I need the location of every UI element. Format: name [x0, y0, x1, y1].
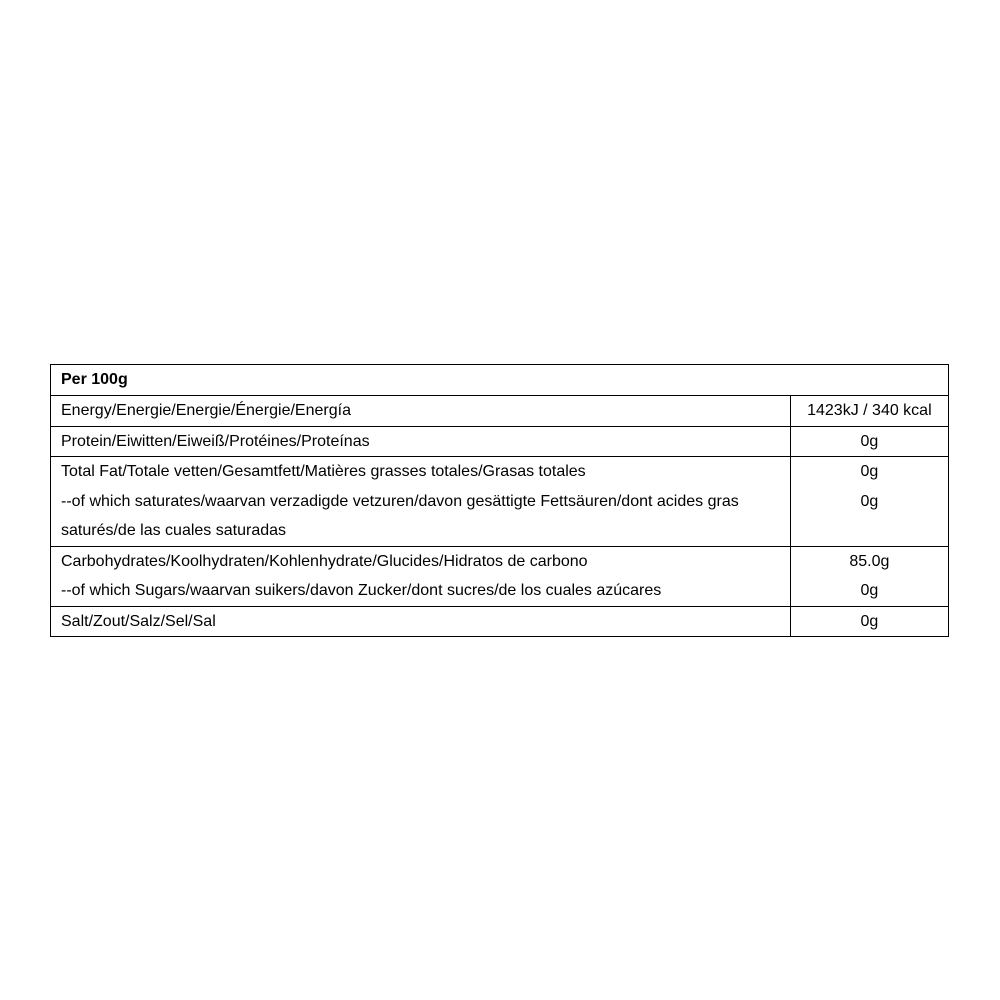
row-label-cell	[51, 546, 791, 606]
table-row-fat	[51, 457, 949, 547]
row-value-cell	[790, 606, 948, 637]
row-label: Energy/Energie/Energie/Énergie/Energía	[61, 402, 351, 419]
table-row-energy	[51, 396, 949, 427]
row-value-cell	[790, 546, 948, 606]
row-value-cell	[790, 457, 948, 547]
row-value: 1423kJ / 340 kcal	[807, 402, 932, 419]
row-sub-label: --of which Sugars/waarvan suikers/davon Zucker/dont sucres/de los cuales azúcares	[61, 582, 662, 599]
table-row-protein	[51, 426, 949, 457]
row-value: 85.0g	[849, 552, 890, 570]
row-label-cell	[51, 457, 791, 547]
nutrition-table	[50, 364, 949, 637]
row-label: Protein/Eiwitten/Eiweiß/Protéines/Proteínas	[61, 432, 370, 450]
row-sub-value: 0g	[860, 582, 879, 599]
table-header-row	[51, 365, 949, 396]
row-label: Carbohydrates/Koolhydraten/Kohlenhydrate/Glucides/Hidratos de carbono	[61, 552, 588, 570]
row-label: Total Fat/Totale vetten/Gesamtfett/Matières grasses totales/Grasas totales	[61, 463, 586, 480]
table-row-carbohydrates	[51, 546, 949, 606]
row-label-cell	[51, 426, 791, 457]
row-sub-value: 0g	[860, 492, 879, 510]
row-value-cell	[790, 396, 948, 427]
row-value: 0g	[860, 612, 879, 630]
row-label-cell	[51, 606, 791, 637]
row-value-cell	[790, 426, 948, 457]
row-label-cell	[51, 396, 791, 427]
table-header: Per 100g	[51, 365, 949, 396]
row-label: Salt/Zout/Salz/Sel/Sal	[61, 612, 216, 630]
row-value: 0g	[860, 432, 879, 450]
row-value: 0g	[860, 463, 879, 480]
table-row-salt	[51, 606, 949, 637]
row-sub-label: --of which saturates/waarvan verzadigde vetzuren/davon gesättigte Fettsäuren/dont acides gras saturés/de las cuales saturadas	[61, 492, 739, 539]
